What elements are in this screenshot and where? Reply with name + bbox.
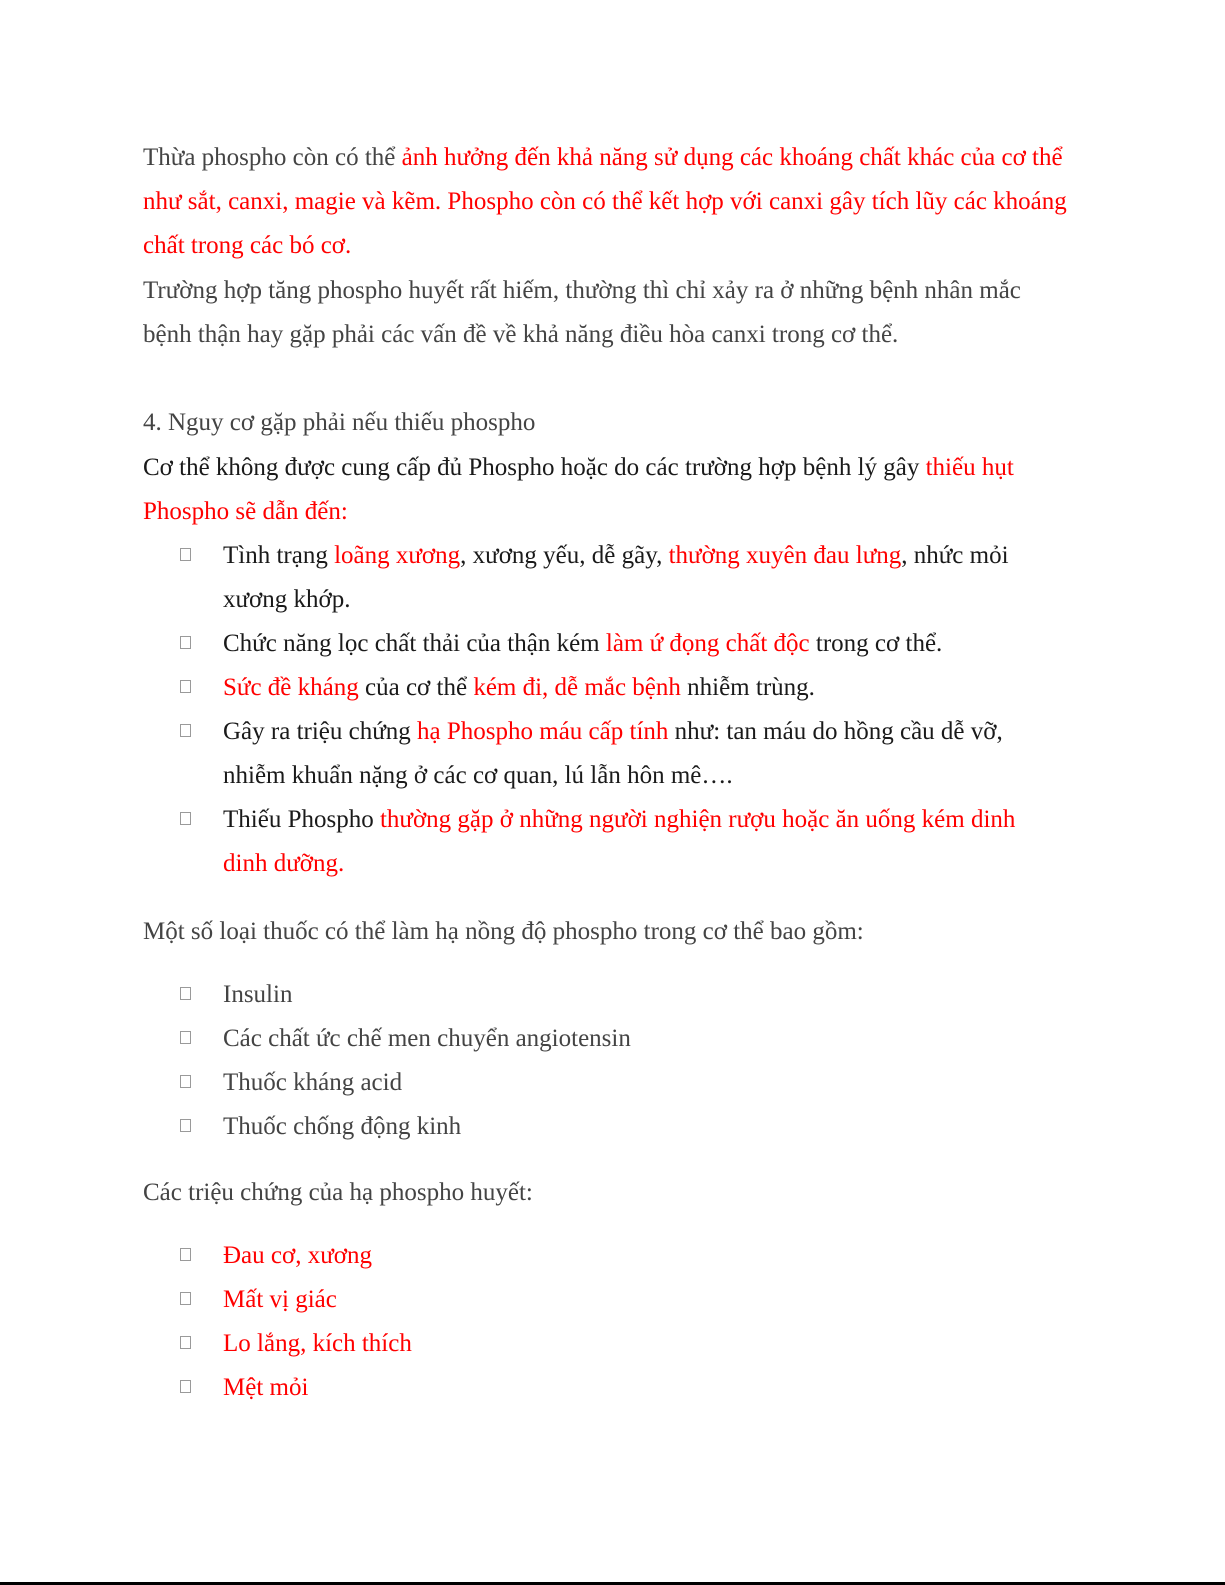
text-run: của cơ thể bbox=[358, 674, 474, 701]
bullet-box-icon bbox=[180, 724, 191, 737]
bullet-box-icon bbox=[180, 1336, 191, 1349]
list-item bbox=[180, 1061, 1060, 1105]
list-item bbox=[180, 534, 1060, 622]
list-item-label: Mất vị giác bbox=[223, 1286, 337, 1313]
bullet-box-icon bbox=[180, 812, 191, 825]
list-item-label: Lo lắng, kích thích bbox=[223, 1330, 412, 1357]
bullet-box-icon bbox=[180, 548, 191, 561]
text-run: Thừa phospho còn có thể bbox=[143, 144, 402, 171]
section-heading-4: 4. Nguy cơ gặp phải nếu thiếu phospho bbox=[143, 409, 536, 436]
list-item bbox=[180, 1105, 1060, 1149]
highlight-text: Sức đề kháng bbox=[223, 674, 359, 701]
list-item bbox=[180, 1017, 1060, 1061]
bullet-box-icon bbox=[180, 1119, 191, 1132]
text-run: Thiếu Phospho bbox=[223, 806, 380, 833]
text-run: Chức năng lọc chất thải của thận kém bbox=[223, 630, 606, 657]
paragraph-symptoms-intro: Các triệu chứng của hạ phospho huyết: bbox=[143, 1179, 533, 1206]
bullet-box-icon bbox=[180, 1248, 191, 1261]
paragraph-deficiency-intro bbox=[143, 446, 1073, 534]
list-item bbox=[180, 1234, 1060, 1278]
text-run: như: tan máu do hồng cầu dễ vỡ, nhiễm khuẩn nặng ở các cơ quan, lú lẫn hôn mê…. bbox=[223, 718, 1003, 789]
deficiency-effects-list bbox=[180, 534, 1060, 886]
list-item bbox=[180, 798, 1060, 886]
bullet-box-icon bbox=[180, 636, 191, 649]
list-item-label: Các chất ức chế men chuyển angiotensin bbox=[223, 1025, 631, 1052]
highlight-text: hạ Phospho máu cấp tính bbox=[417, 718, 669, 745]
text-run: Tình trạng bbox=[223, 542, 335, 569]
list-item-label: Thuốc kháng acid bbox=[223, 1069, 403, 1096]
bullet-box-icon bbox=[180, 1292, 191, 1305]
text-run: Cơ thể không được cung cấp đủ Phospho hoặc do các trường hợp bệnh lý gây bbox=[143, 454, 926, 481]
text-run: , nhức mỏi xương khớp. bbox=[223, 542, 1009, 613]
list-item bbox=[180, 1278, 1060, 1322]
paragraph-excess-phosphorus bbox=[143, 136, 1073, 268]
bullet-box-icon bbox=[180, 680, 191, 693]
bullet-box-icon bbox=[180, 987, 191, 1000]
highlight-text: kém đi, dễ mắc bệnh bbox=[473, 674, 681, 701]
highlight-text: thiếu hụt Phospho sẽ dẫn đến: bbox=[143, 454, 1014, 525]
list-item bbox=[180, 710, 1060, 798]
highlight-text: thường xuyên đau lưng bbox=[668, 542, 902, 569]
list-item bbox=[180, 1322, 1060, 1366]
bullet-box-icon bbox=[180, 1031, 191, 1044]
drugs-list bbox=[180, 973, 1060, 1149]
highlight-text: ảnh hưởng đến khả năng sử dụng các khoáng chất khác của cơ thể như sắt, canxi, magie và kẽm. Phospho còn có thể kết hợp với canxi gây tích lũy các khoáng chất trong các bó cơ. bbox=[143, 144, 1067, 259]
text-run: nhiễm trùng. bbox=[680, 674, 815, 701]
paragraph-drugs-intro: Một số loại thuốc có thể làm hạ nồng độ phospho trong cơ thể bao gồm: bbox=[143, 918, 864, 945]
list-item bbox=[180, 666, 1060, 710]
highlight-text: loãng xương bbox=[334, 542, 461, 569]
bullet-box-icon bbox=[180, 1075, 191, 1088]
list-item bbox=[180, 1366, 1060, 1410]
list-item-label: Mệt mỏi bbox=[223, 1374, 309, 1401]
bullet-box-icon bbox=[180, 1380, 191, 1393]
text-run: trong cơ thể. bbox=[809, 630, 943, 657]
paragraph-hyperphosphatemia: Trường hợp tăng phospho huyết rất hiếm, thường thì chỉ xảy ra ở những bệnh nhân mắc bệnh thận hay gặp phải các vấn đề về khả năng điều hòa canxi trong cơ thể. bbox=[143, 277, 1021, 348]
list-item-label: Insulin bbox=[223, 981, 293, 1008]
list-item-label: Thuốc chống động kinh bbox=[223, 1113, 462, 1140]
list-item bbox=[180, 973, 1060, 1017]
list-item-label: Đau cơ, xương bbox=[223, 1242, 372, 1269]
text-run: Gây ra triệu chứng bbox=[223, 718, 418, 745]
highlight-text: làm ứ đọng chất độc bbox=[605, 630, 810, 657]
highlight-text: thường gặp ở những người nghiện rượu hoặc ăn uống kém dinh dinh dưỡng. bbox=[223, 806, 1016, 877]
text-run: , xương yếu, dễ gãy, bbox=[460, 542, 669, 569]
list-item bbox=[180, 622, 1060, 666]
symptoms-list bbox=[180, 1234, 1060, 1410]
